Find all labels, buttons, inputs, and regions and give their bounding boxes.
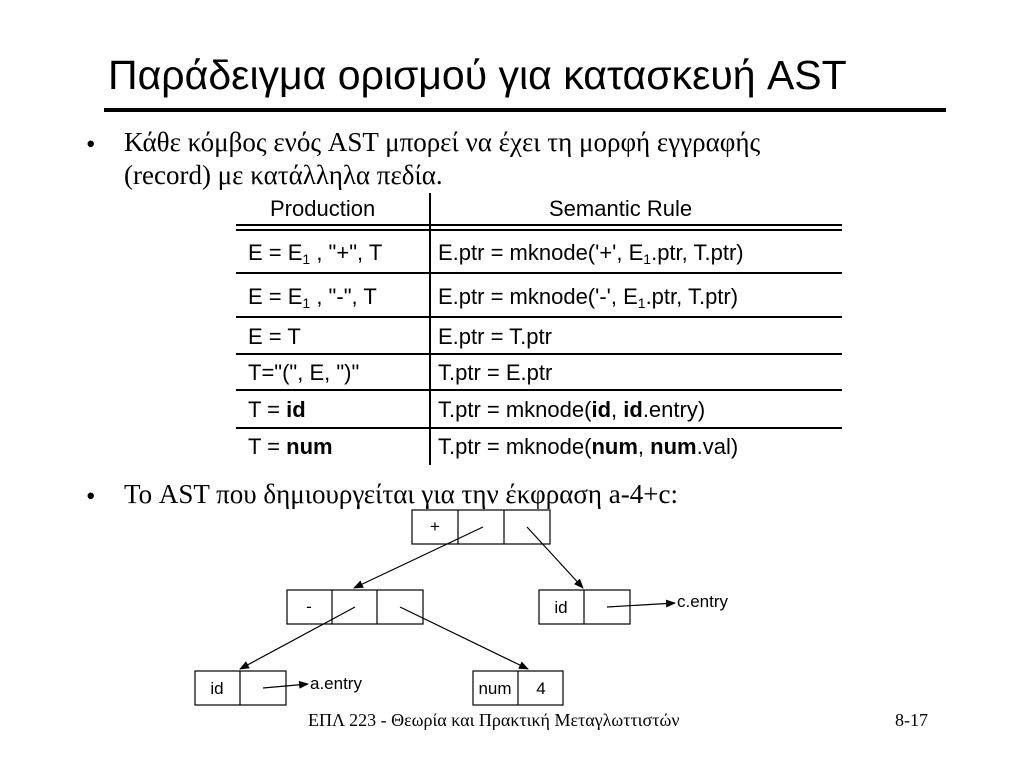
production-cell: E = T <box>248 324 301 349</box>
semantic-rule-cell: E.ptr = mknode('+', $E_1.ptr$, T.ptr) <box>438 240 744 267</box>
production-cell: T="(", E, ")" <box>248 360 360 385</box>
production-cell: $E = E_1$ , "+", T <box>248 240 383 267</box>
semantic-rule-cell: T.ptr = mknode(id, id.entry) <box>438 397 706 422</box>
semantic-rule-cell: E.ptr = T.ptr <box>438 324 552 349</box>
bullet-1-dot: • <box>86 129 96 159</box>
semantic-rule-cell: T.ptr = E.ptr <box>438 360 553 385</box>
edge-plus-to-id-c <box>527 527 583 588</box>
c-entry-label: c.entry <box>677 592 729 611</box>
bullet-1-line-2: (record) με κατάλληλα πεδία. <box>124 160 443 190</box>
plus-node <box>412 510 550 544</box>
bullet-1-line-1: Κάθε κόμβος ενός AST μπορεί να έχει τη μορφή εγγραφής <box>124 127 761 157</box>
edge-minus-to-num <box>400 607 528 669</box>
a-entry-label: a.entry <box>310 674 362 693</box>
num-node-label: num <box>478 679 512 698</box>
id-a-node <box>195 671 286 705</box>
footer-course-title: ΕΠΛ 223 - Θεωρία και Πρακτική Μεταγλωττιστών <box>308 710 680 730</box>
production-cell: $E = E_1$ , "-", T <box>248 284 377 311</box>
slide-title: Παράδειγμα ορισμού για κατασκευή AST <box>108 52 847 98</box>
id-a-node-label: id <box>210 679 224 698</box>
num-node-value: 4 <box>536 679 546 698</box>
header-production: Production <box>270 196 376 221</box>
bullet-2-dot: • <box>86 481 96 511</box>
semantic-rule-cell: E.ptr = mknode('-', $E_1.ptr$, T.ptr) <box>438 284 739 311</box>
production-cell: T = num <box>248 434 333 459</box>
page-number: 8-17 <box>895 710 928 730</box>
bullet-2-text: Το AST που δημιουργείται για την έκφραση a-4+c: <box>124 479 678 509</box>
minus-node-op: - <box>306 597 312 616</box>
num-node <box>473 671 563 705</box>
header-semantic-rule: Semantic Rule <box>549 196 693 221</box>
production-cell: T = id <box>248 397 306 422</box>
plus-node-op: + <box>430 517 440 536</box>
id-c-node-label: id <box>554 598 568 617</box>
semantic-rule-cell: T.ptr = mknode(num, num.val) <box>438 434 739 459</box>
